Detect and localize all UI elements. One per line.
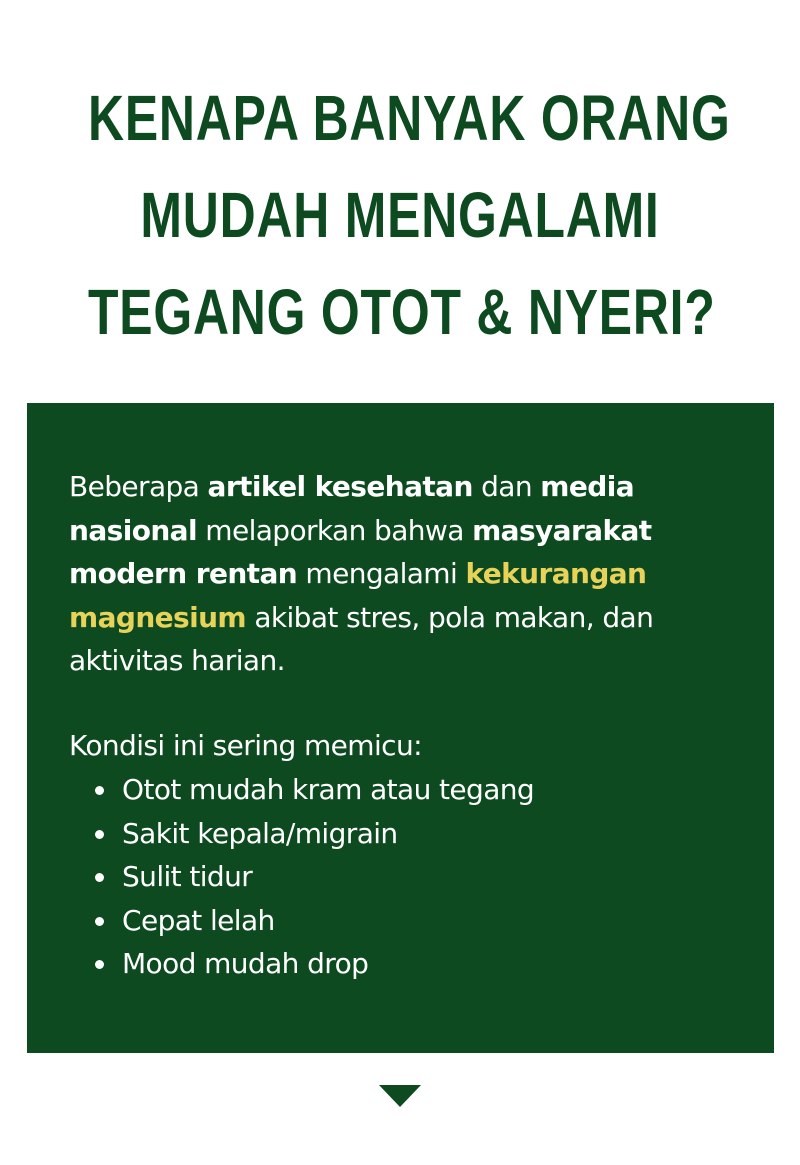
symptom-list [95, 768, 534, 986]
info-paragraph [69, 465, 749, 683]
para-text-1: Beberapa [69, 470, 208, 503]
bullet-icon [95, 960, 104, 969]
list-item-label: Sakit kepala/migrain [122, 816, 398, 850]
bullet-icon [95, 786, 104, 795]
triangle-down-icon[interactable] [379, 1085, 421, 1107]
info-panel [27, 403, 774, 1053]
list-item-label: Mood mudah drop [122, 947, 369, 980]
bullet-icon [95, 917, 104, 926]
list-item [95, 768, 534, 812]
list-item [95, 942, 534, 986]
para-bold-1: artikel kesehatan [207, 470, 473, 503]
para-bold-3: masyarakat modern rentan [69, 513, 652, 590]
para-text-2: dan [472, 470, 541, 503]
list-item-label: Sulit tidur [122, 860, 253, 893]
headline-line-1: KENAPA BANYAK ORANG [88, 82, 731, 154]
para-text-5: akibat stres, pola makan, dan aktivitas harian. [69, 600, 654, 677]
list-item [95, 812, 534, 856]
para-highlight: kekurangan magnesium [69, 557, 647, 634]
para-bold-2: media nasional [69, 470, 634, 547]
list-item-label: Otot mudah kram atau tegang [122, 773, 535, 806]
para-text-3: melaporkan bahwa [196, 513, 473, 547]
bullet-icon [95, 830, 104, 839]
para-text-4: mengalami [297, 557, 466, 590]
list-item-label: Cepat lelah [122, 903, 275, 937]
list-intro: Kondisi ini sering memicu: [69, 729, 422, 762]
bullet-icon [95, 873, 104, 882]
headline-line-3: TEGANG OTOT & NYERI? [88, 276, 716, 348]
list-item [95, 855, 534, 899]
list-item [95, 899, 534, 943]
page-headline [0, 70, 800, 361]
headline-line-2: MUDAH MENGALAMI [140, 179, 660, 251]
